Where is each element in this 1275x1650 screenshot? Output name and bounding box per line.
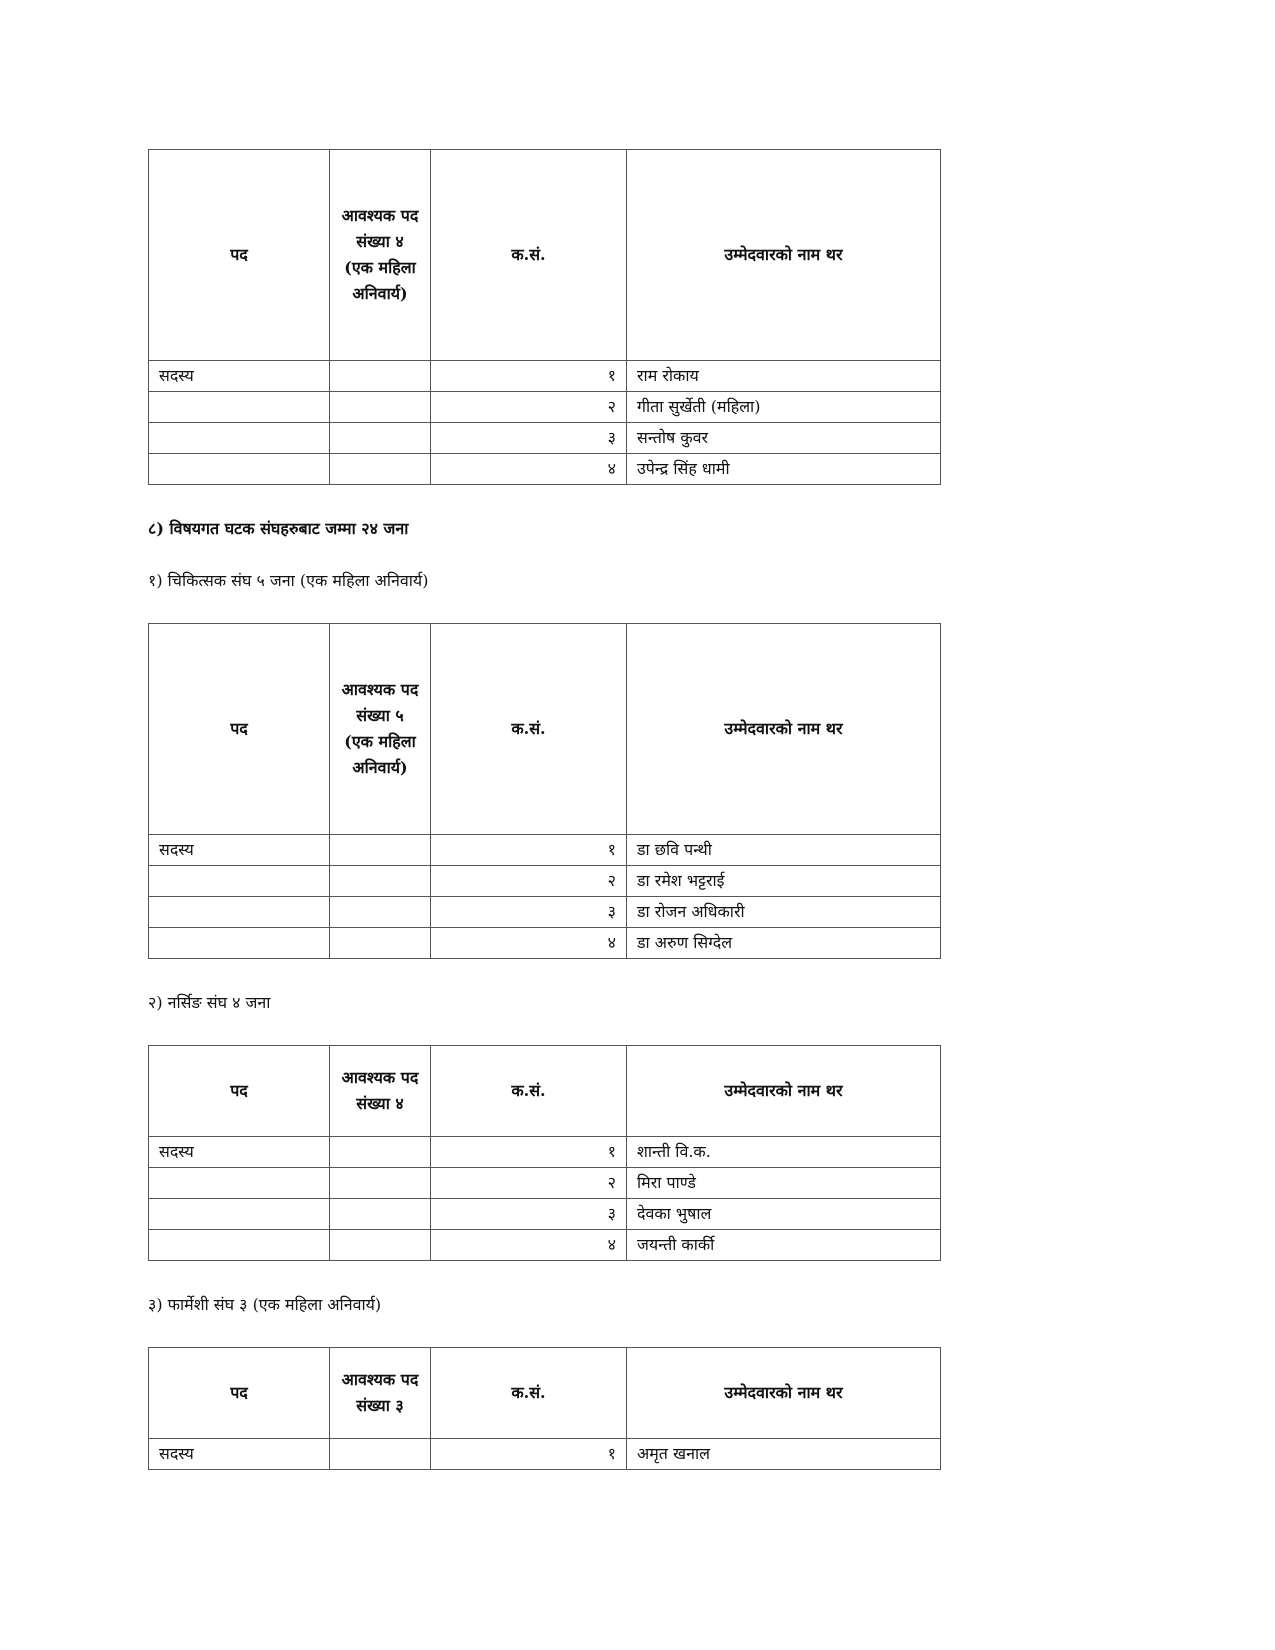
cell-empty <box>330 1168 431 1199</box>
cell-empty <box>330 928 431 959</box>
cell-pad <box>149 897 330 928</box>
cell-num: ३ <box>431 897 627 928</box>
header-candidate-name: उम्मेदवारको नाम थर <box>627 150 941 361</box>
header-ka-sam: क.सं. <box>431 1046 627 1137</box>
cell-empty <box>330 423 431 454</box>
table-row <box>149 361 941 392</box>
cell-num: २ <box>431 1168 627 1199</box>
cell-empty <box>330 1439 431 1470</box>
header-ka-sam: क.सं. <box>431 150 627 361</box>
cell-name: जयन्ती कार्की <box>627 1230 941 1261</box>
cell-pad: सदस्य <box>149 835 330 866</box>
cell-name: मिरा पाण्डे <box>627 1168 941 1199</box>
table-row <box>149 897 941 928</box>
cell-num: २ <box>431 866 627 897</box>
header-required-count: आवश्यक पद संख्या ५ (एक महिला अनिवार्य) <box>330 624 431 835</box>
cell-pad <box>149 866 330 897</box>
cell-name: डा छवि पन्थी <box>627 835 941 866</box>
cell-num: ३ <box>431 423 627 454</box>
cell-name: डा रोजन अधिकारी <box>627 897 941 928</box>
cell-pad <box>149 454 330 485</box>
header-required-count: आवश्यक पद संख्या ४ <box>330 1046 431 1137</box>
table-row <box>149 423 941 454</box>
cell-name: अमृत खनाल <box>627 1439 941 1470</box>
cell-num: १ <box>431 1137 627 1168</box>
header-required-count: आवश्यक पद संख्या ४ (एक महिला अनिवार्य) <box>330 150 431 361</box>
cell-empty <box>330 866 431 897</box>
table-row <box>149 1199 941 1230</box>
cell-pad: सदस्य <box>149 361 330 392</box>
table-row <box>149 928 941 959</box>
table-row <box>149 1439 941 1470</box>
candidates-table-1 <box>148 149 941 485</box>
header-pad: पद <box>149 1348 330 1439</box>
candidates-table-3 <box>148 1045 941 1261</box>
table-row <box>149 1230 941 1261</box>
header-ka-sam: क.सं. <box>431 624 627 835</box>
cell-name: सन्तोष कुवर <box>627 423 941 454</box>
cell-pad <box>149 1230 330 1261</box>
table-header-row <box>149 624 941 835</box>
cell-num: २ <box>431 392 627 423</box>
cell-name: डा अरुण सिग्देल <box>627 928 941 959</box>
cell-name: राम रोकाय <box>627 361 941 392</box>
table-header-row <box>149 1348 941 1439</box>
candidates-table-4 <box>148 1347 941 1470</box>
cell-empty <box>330 454 431 485</box>
candidates-table-2 <box>148 623 941 959</box>
header-pad: पद <box>149 150 330 361</box>
cell-num: ४ <box>431 928 627 959</box>
cell-name: उपेन्द्र सिंह धामी <box>627 454 941 485</box>
cell-empty <box>330 1230 431 1261</box>
table-row <box>149 866 941 897</box>
table-row <box>149 835 941 866</box>
header-candidate-name: उम्मेदवारको नाम थर <box>627 1046 941 1137</box>
cell-empty <box>330 835 431 866</box>
header-candidate-name: उम्मेदवारको नाम थर <box>627 624 941 835</box>
cell-num: १ <box>431 361 627 392</box>
cell-pad <box>149 928 330 959</box>
cell-empty <box>330 897 431 928</box>
cell-num: ४ <box>431 454 627 485</box>
cell-num: ३ <box>431 1199 627 1230</box>
table-row <box>149 1168 941 1199</box>
cell-name: देवका भुषाल <box>627 1199 941 1230</box>
header-pad: पद <box>149 624 330 835</box>
header-pad: पद <box>149 1046 330 1137</box>
cell-pad <box>149 1168 330 1199</box>
cell-pad: सदस्य <box>149 1137 330 1168</box>
cell-pad <box>149 1199 330 1230</box>
section-8-heading: ८) विषयगत घटक संघहरुबाट जम्मा २४ जना <box>148 519 409 538</box>
cell-num: १ <box>431 1439 627 1470</box>
header-candidate-name: उम्मेदवारको नाम थर <box>627 1348 941 1439</box>
cell-pad <box>149 392 330 423</box>
sub-heading-pharmacy: ३) फार्मेशी संघ ३ (एक महिला अनिवार्य) <box>148 1295 382 1314</box>
header-required-count: आवश्यक पद संख्या ३ <box>330 1348 431 1439</box>
table-row <box>149 392 941 423</box>
cell-empty <box>330 361 431 392</box>
table-row <box>149 454 941 485</box>
cell-name: गीता सुर्खेती (महिला) <box>627 392 941 423</box>
sub-heading-doctors: १) चिकित्सक संघ ५ जना (एक महिला अनिवार्य) <box>148 571 429 590</box>
cell-name: डा रमेश भट्टराई <box>627 866 941 897</box>
cell-pad <box>149 423 330 454</box>
header-ka-sam: क.सं. <box>431 1348 627 1439</box>
cell-empty <box>330 1199 431 1230</box>
cell-pad: सदस्य <box>149 1439 330 1470</box>
sub-heading-nursing: २) नर्सिङ संघ ४ जना <box>148 993 271 1012</box>
cell-empty <box>330 1137 431 1168</box>
table-header-row <box>149 1046 941 1137</box>
cell-num: ४ <box>431 1230 627 1261</box>
table-header-row <box>149 150 941 361</box>
table-row <box>149 1137 941 1168</box>
cell-name: शान्ती वि.क. <box>627 1137 941 1168</box>
document-page <box>148 149 940 1470</box>
cell-empty <box>330 392 431 423</box>
cell-num: १ <box>431 835 627 866</box>
